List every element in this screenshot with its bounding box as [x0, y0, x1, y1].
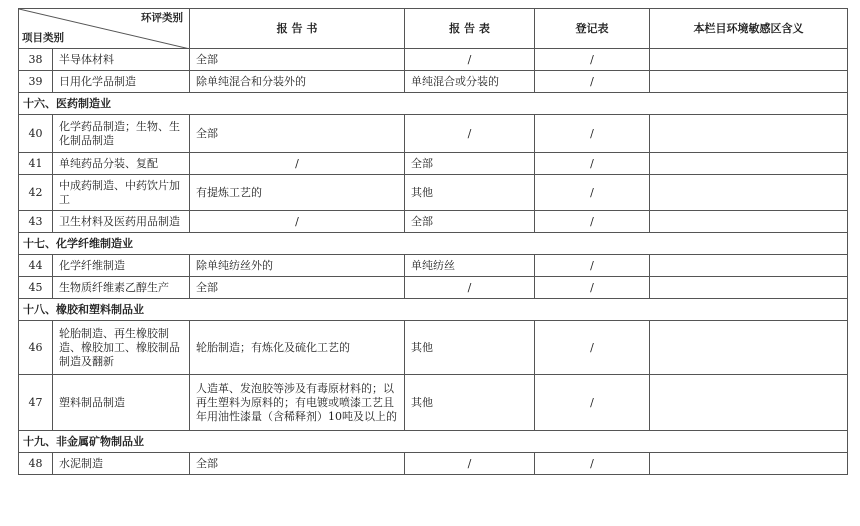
section-row	[19, 233, 848, 255]
sensitive-area-cell	[650, 255, 848, 277]
report-book-cell: 全部	[190, 49, 405, 71]
item-number: 44	[19, 255, 53, 277]
registration-cell: /	[535, 49, 650, 71]
header-row	[19, 9, 848, 49]
table-row	[19, 255, 848, 277]
item-number: 40	[19, 115, 53, 153]
item-name: 生物质纤维素乙醇生产	[53, 277, 190, 299]
report-book-cell: 除单纯混合和分装外的	[190, 71, 405, 93]
item-number: 41	[19, 153, 53, 175]
section-row	[19, 299, 848, 321]
registration-cell: /	[535, 211, 650, 233]
sensitive-area-cell	[650, 277, 848, 299]
table-row	[19, 175, 848, 211]
sensitive-area-cell	[650, 321, 848, 375]
item-number: 46	[19, 321, 53, 375]
sensitive-area-cell	[650, 49, 848, 71]
table-row	[19, 375, 848, 431]
report-book-cell: 全部	[190, 277, 405, 299]
report-book-cell: /	[190, 211, 405, 233]
report-form-cell: 其他	[405, 321, 535, 375]
report-book-cell: 有提炼工艺的	[190, 175, 405, 211]
report-book-cell: 全部	[190, 115, 405, 153]
header-report-book: 报 告 书	[190, 9, 405, 49]
registration-cell: /	[535, 321, 650, 375]
section-title: 十七、化学纤维制造业	[19, 233, 848, 255]
section-title: 十六、医药制造业	[19, 93, 848, 115]
report-form-cell: /	[405, 49, 535, 71]
report-form-cell: 全部	[405, 211, 535, 233]
registration-cell: /	[535, 153, 650, 175]
item-name: 化学药品制造；生物、生化制品制造	[53, 115, 190, 153]
registration-cell: /	[535, 375, 650, 431]
item-name: 轮胎制造、再生橡胶制造、橡胶加工、橡胶制品制造及翻新	[53, 321, 190, 375]
table-row	[19, 211, 848, 233]
report-book-cell: 轮胎制造；有炼化及硫化工艺的	[190, 321, 405, 375]
report-form-cell: /	[405, 453, 535, 475]
item-name: 水泥制造	[53, 453, 190, 475]
sensitive-area-cell	[650, 211, 848, 233]
report-form-cell: 其他	[405, 175, 535, 211]
item-name: 化学纤维制造	[53, 255, 190, 277]
report-form-cell: 全部	[405, 153, 535, 175]
environment-assessment-table-page	[18, 8, 847, 475]
sensitive-area-cell	[650, 71, 848, 93]
item-number: 38	[19, 49, 53, 71]
section-row	[19, 93, 848, 115]
report-form-cell: 其他	[405, 375, 535, 431]
item-number: 39	[19, 71, 53, 93]
section-title: 十九、非金属矿物制品业	[19, 431, 848, 453]
item-number: 47	[19, 375, 53, 431]
section-row	[19, 431, 848, 453]
report-book-cell: 全部	[190, 453, 405, 475]
sensitive-area-cell	[650, 115, 848, 153]
report-form-cell: /	[405, 277, 535, 299]
registration-cell: /	[535, 277, 650, 299]
report-form-cell: 单纯纺丝	[405, 255, 535, 277]
registration-cell: /	[535, 115, 650, 153]
item-name: 中成药制造、中药饮片加工	[53, 175, 190, 211]
table-row	[19, 321, 848, 375]
registration-cell: /	[535, 175, 650, 211]
item-name: 半导体材料	[53, 49, 190, 71]
table-row	[19, 153, 848, 175]
registration-cell: /	[535, 255, 650, 277]
registration-cell: /	[535, 71, 650, 93]
item-name: 塑料制品制造	[53, 375, 190, 431]
item-number: 45	[19, 277, 53, 299]
report-form-cell: /	[405, 115, 535, 153]
header-sensitive-area: 本栏目环境敏感区含义	[650, 9, 848, 49]
sensitive-area-cell	[650, 175, 848, 211]
table-row	[19, 453, 848, 475]
item-name: 日用化学品制造	[53, 71, 190, 93]
sensitive-area-cell	[650, 453, 848, 475]
header-report-form: 报 告 表	[405, 9, 535, 49]
sensitive-area-cell	[650, 375, 848, 431]
section-title: 十八、橡胶和塑料制品业	[19, 299, 848, 321]
report-form-cell: 单纯混合或分装的	[405, 71, 535, 93]
table-row	[19, 115, 848, 153]
sensitive-area-cell	[650, 153, 848, 175]
report-book-cell: /	[190, 153, 405, 175]
header-registration-form: 登记表	[535, 9, 650, 49]
report-book-cell: 除单纯纺丝外的	[190, 255, 405, 277]
item-name: 单纯药品分装、复配	[53, 153, 190, 175]
item-number: 42	[19, 175, 53, 211]
report-book-cell: 人造革、发泡胶等涉及有毒原材料的；以再生塑料为原料的；有电镀或喷漆工艺且年用油性漆量（含稀释剂）10吨及以上的	[190, 375, 405, 431]
item-name: 卫生材料及医药用品制造	[53, 211, 190, 233]
diagonal-header-cell	[19, 9, 190, 49]
header-assessment-category: 环评类别	[141, 12, 183, 24]
table-body	[19, 49, 848, 475]
item-number: 43	[19, 211, 53, 233]
item-number: 48	[19, 453, 53, 475]
table-row	[19, 71, 848, 93]
registration-cell: /	[535, 453, 650, 475]
table-row	[19, 49, 848, 71]
table-row	[19, 277, 848, 299]
header-project-category: 项目类别	[22, 32, 64, 44]
classification-table	[18, 8, 848, 475]
